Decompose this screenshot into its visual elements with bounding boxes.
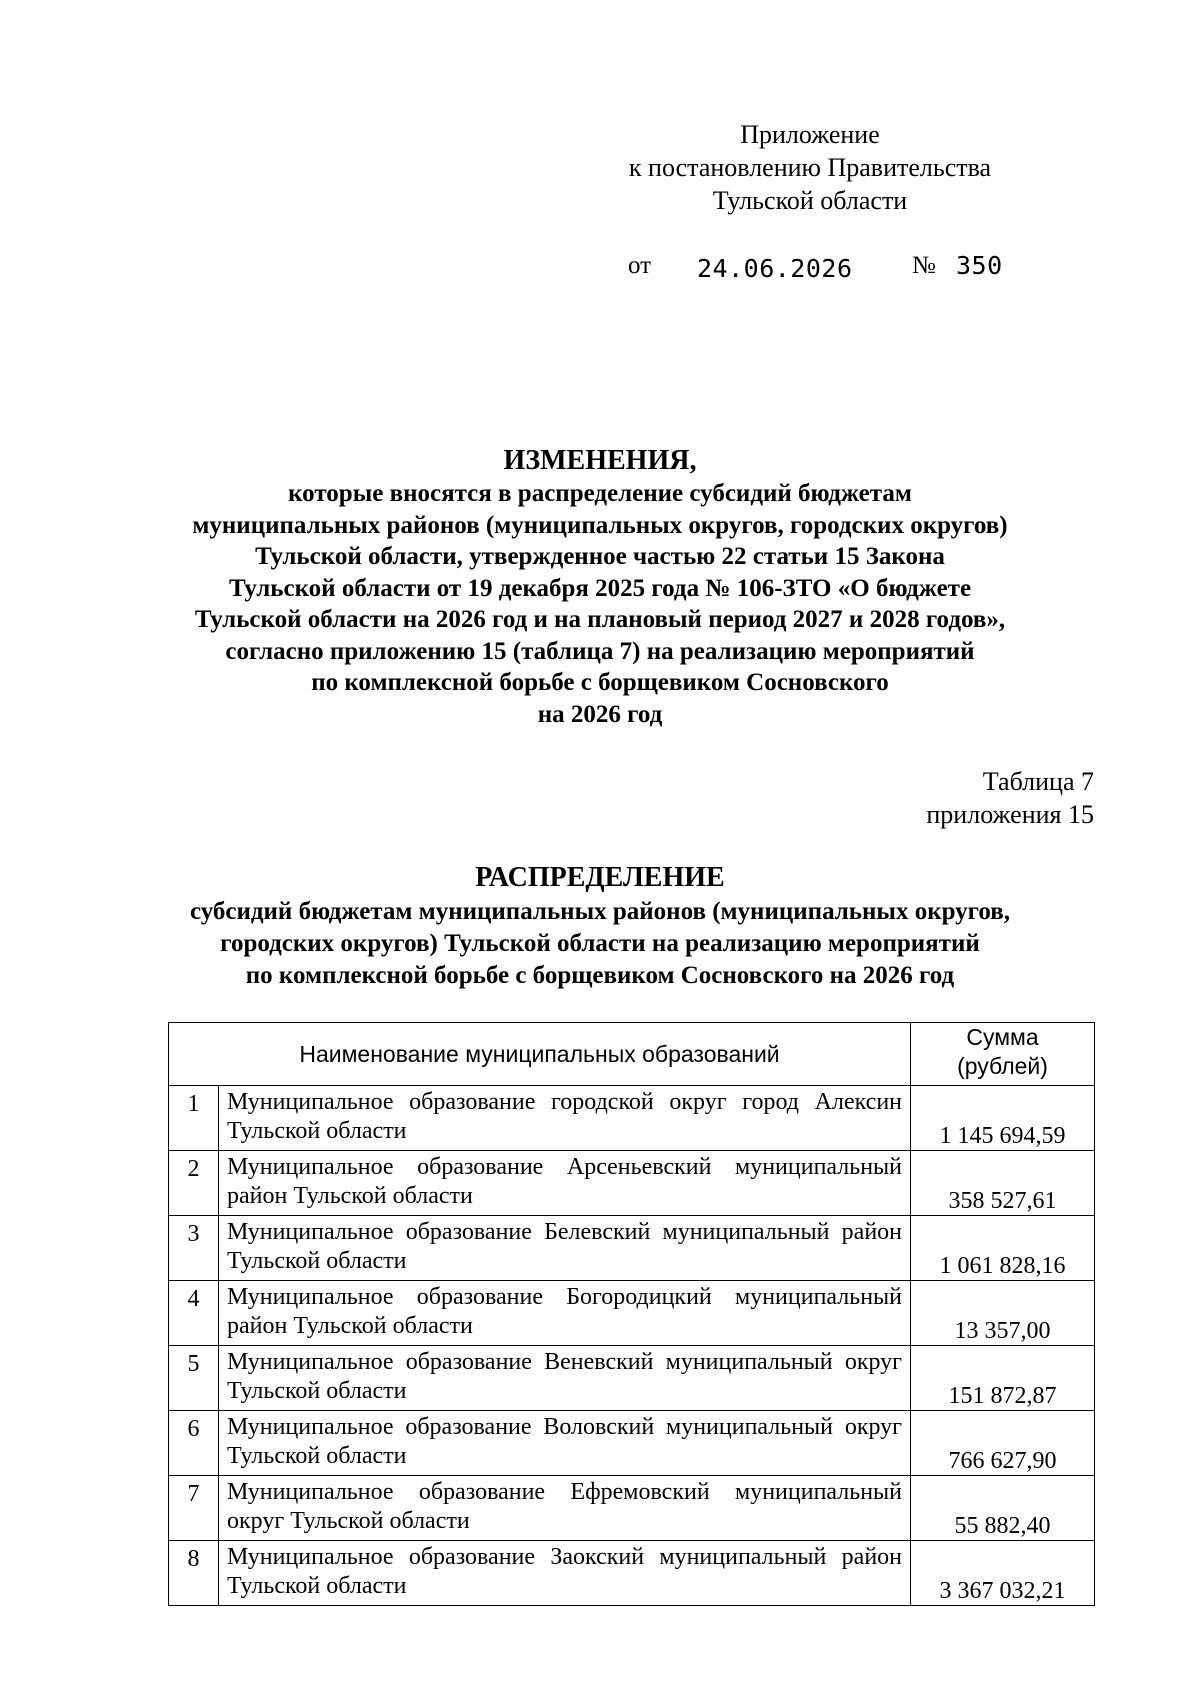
table-row [169, 1346, 1095, 1411]
annex-line: к постановлению Правительства [628, 153, 992, 182]
number-label: № [912, 252, 936, 279]
header-amount-label: Сумма [966, 1024, 1039, 1050]
distribution-line: по комплексной борьбе с борщевиком Сосновского на 2026 год [245, 962, 955, 989]
subsidy-amount: 151 872,87 [911, 1346, 1095, 1411]
municipality-name: Муниципальное образование Арсеньевский муниципальный район Тульской области [219, 1151, 911, 1216]
changes-line: муниципальных районов (муниципальных округов, городских округов) [192, 511, 1008, 539]
subsidy-amount: 1 061 828,16 [911, 1216, 1095, 1281]
table-row [169, 1541, 1095, 1606]
subsidy-amount: 3 367 032,21 [911, 1541, 1095, 1606]
row-number: 5 [169, 1346, 219, 1411]
municipality-name: Муниципальное образование Ефремовский муниципальный округ Тульской области [219, 1476, 911, 1541]
header-municipality-name: Наименование муниципальных образований [169, 1023, 911, 1086]
changes-line: Тульской области от 19 декабря 2025 года № 106-ЗТО «О бюджете [228, 574, 972, 602]
subsidy-amount: 13 357,00 [911, 1281, 1095, 1346]
municipality-name: Муниципальное образование Воловский муниципальный округ Тульской области [219, 1411, 911, 1476]
municipality-name: Муниципальное образование городской округ город Алексин Тульской области [219, 1086, 911, 1151]
resolution-number: 350 [956, 251, 1003, 280]
changes-title-block [110, 444, 1090, 730]
distribution-title-block [110, 860, 1090, 992]
row-number: 7 [169, 1476, 219, 1541]
table-row [169, 1476, 1095, 1541]
row-number: 4 [169, 1281, 219, 1346]
municipality-name: Муниципальное образование Заокский муниципальный район Тульской области [219, 1541, 911, 1606]
appendix-number: приложения 15 [926, 800, 1094, 829]
table-row [169, 1086, 1095, 1151]
header-amount-unit: (рублей) [957, 1053, 1048, 1079]
header-amount [911, 1023, 1095, 1086]
subsidy-amount: 358 527,61 [911, 1151, 1095, 1216]
row-number: 1 [169, 1086, 219, 1151]
changes-line: которые вносятся в распределение субсидий бюджетам [288, 480, 912, 507]
row-number: 3 [169, 1216, 219, 1281]
table-number: Таблица 7 [982, 767, 1094, 796]
row-number: 8 [169, 1541, 219, 1606]
table-row [169, 1281, 1095, 1346]
row-number: 2 [169, 1151, 219, 1216]
from-label: от [628, 252, 652, 279]
table-reference [860, 765, 1094, 831]
changes-line: Тульской области, утвержденное частью 22 статьи 15 Закона [255, 543, 945, 570]
changes-heading: ИЗМЕНЕНИЯ, [503, 445, 697, 476]
table-row [169, 1411, 1095, 1476]
changes-line: Тульской области на 2026 год и на плановый период 2027 и 2028 годов», [194, 606, 1006, 633]
annex-header [600, 118, 1020, 217]
table-row [169, 1216, 1095, 1281]
subsidy-amount: 55 882,40 [911, 1476, 1095, 1541]
municipality-name: Муниципальное образование Веневский муниципальный округ Тульской области [219, 1346, 911, 1411]
municipality-name: Муниципальное образование Богородицкий муниципальный район Тульской области [219, 1281, 911, 1346]
table-header-row [169, 1023, 1095, 1086]
subsidy-distribution-table [168, 1022, 1095, 1606]
changes-line: по комплексной борьбе с борщевиком Сосновского [311, 669, 889, 696]
subsidy-amount: 766 627,90 [911, 1411, 1095, 1476]
resolution-date: 24.06.2026 [697, 254, 853, 283]
distribution-heading: РАСПРЕДЕЛЕНИЕ [475, 862, 725, 893]
distribution-line: субсидий бюджетам муниципальных районов (муниципальных округов, [189, 898, 1011, 925]
subsidy-amount: 1 145 694,59 [911, 1086, 1095, 1151]
annex-line: Тульской области [712, 186, 908, 215]
distribution-line: городских округов) Тульской области на реализацию мероприятий [220, 930, 980, 957]
changes-line: согласно приложению 15 (таблица 7) на реализацию мероприятий [225, 637, 975, 665]
changes-line: на 2026 год [537, 700, 663, 728]
annex-line: Приложение [740, 120, 880, 149]
row-number: 6 [169, 1411, 219, 1476]
municipality-name: Муниципальное образование Белевский муниципальный район Тульской области [219, 1216, 911, 1281]
table-row [169, 1151, 1095, 1216]
